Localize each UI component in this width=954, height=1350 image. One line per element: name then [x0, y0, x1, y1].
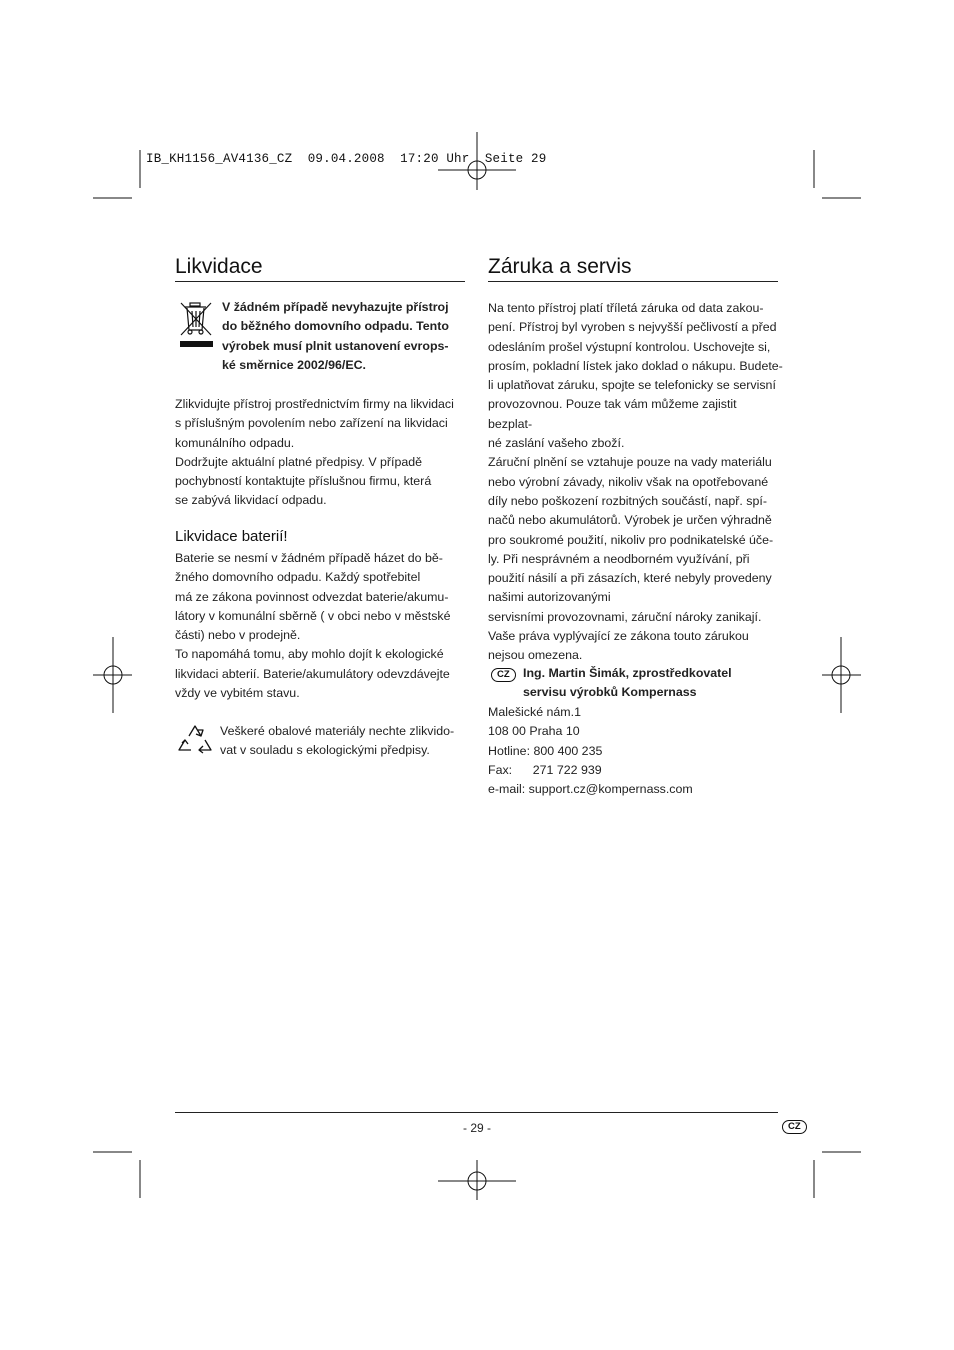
service-contact-name: Ing. Martin Šimák, zprostředkovatel servisu výrobků Kompernass — [523, 666, 732, 700]
battery-paragraph: Baterie se nesmí v žádném případě házet do bě- žného domovního odpadu. Každý spotřebitel má ze zákona povinnost odvezdat baterie/akumu- látory v komunální sběrně ( v obci nebo v městské části) nebo v prodejně. To napomáhá tomu, aby mohlo dojít k ekologické likvidaci abterií. Baterie/akumulátory odevzdávejte vždy ve vybitém stavu. — [175, 551, 451, 701]
service-address — [488, 703, 778, 799]
print-slug: IB_KH1156_AV4136_CZ 09.04.2008 17:20 Uhr Seite 29 — [146, 152, 547, 166]
section-title-disposal: Likvidace — [175, 255, 263, 278]
warranty-paragraph: Na tento přístroj platí tříletá záruka od data zakou- pení. Přístroj byl vyroben s nejvyšší pečlivostí a před odesláním prošel výstupní kontrolou. Uschovejte si, prosím, pokladní lístek jako doklad o nákupu. Budete- li uplatňovat záruku, spojte se telefonicky se servisní provozovnou. Pouze tak vám můžeme zajistit bezplat- né zaslání vašeho zboží. Záruční plnění se vztahuje pouze na vady materiálu nebo výrobní závady, nikoliv však na opotřebované díly nebo poškození rozbitných součástí, např. spí- načů nebo akumulátorů. Výrobek je určen výhradně pro soukromé použití, nikoliv pro podnikatelské úče- ly. Při nesprávném a neodborném využívání, při použití násilí a při zásazích, které nebyly provedeny našimi autorizovanými servisními provozovnami, záruční nároky zanikají. Vaše práva vyplývající ze zákona touto zárukou nejsou omezena. — [488, 301, 783, 663]
disposal-paragraph: Zlikvidujte přístroj prostřednictvím firmy na likvidaci s příslušným povolením nebo zařízení na likvidaci komunálního odpadu. Dodržujte aktuální platné předpisy. V případě pochybností kontaktujte příslušnou firmu, která se zabývá likvidací odpadu. — [175, 397, 454, 508]
email: e-mail: support.cz@kompernass.com — [488, 782, 693, 797]
title-rule-left — [175, 281, 465, 282]
fax: Fax: 271 722 939 — [488, 762, 602, 777]
crossed-bin-icon — [177, 299, 215, 349]
weee-warning: V žádném případě nevyhazujte přístroj do běžného domovního odpadu. Tento výrobek musí plnit ustanovení evrops- ké směrnice 2002/96/EC. — [222, 300, 449, 372]
title-rule-right — [488, 281, 778, 282]
country-badge-footer: CZ — [782, 1120, 807, 1134]
recycling-note: Veškeré obalové materiály nechte zlikvido- vat v souladu s ekologickými předpisy. — [220, 724, 455, 758]
recycle-icon — [175, 722, 215, 760]
subtitle-battery-disposal: Likvidace baterií! — [175, 528, 288, 545]
page-number: - 29 - — [462, 1121, 491, 1135]
footer-rule — [175, 1112, 778, 1113]
address-street: Malešické nám.1 — [488, 705, 581, 719]
hotline: Hotline: 800 400 235 — [488, 743, 603, 758]
section-title-warranty: Záruka a servis — [488, 255, 632, 278]
address-city: 108 00 Praha 10 — [488, 724, 580, 739]
country-badge-service: CZ — [491, 668, 516, 682]
